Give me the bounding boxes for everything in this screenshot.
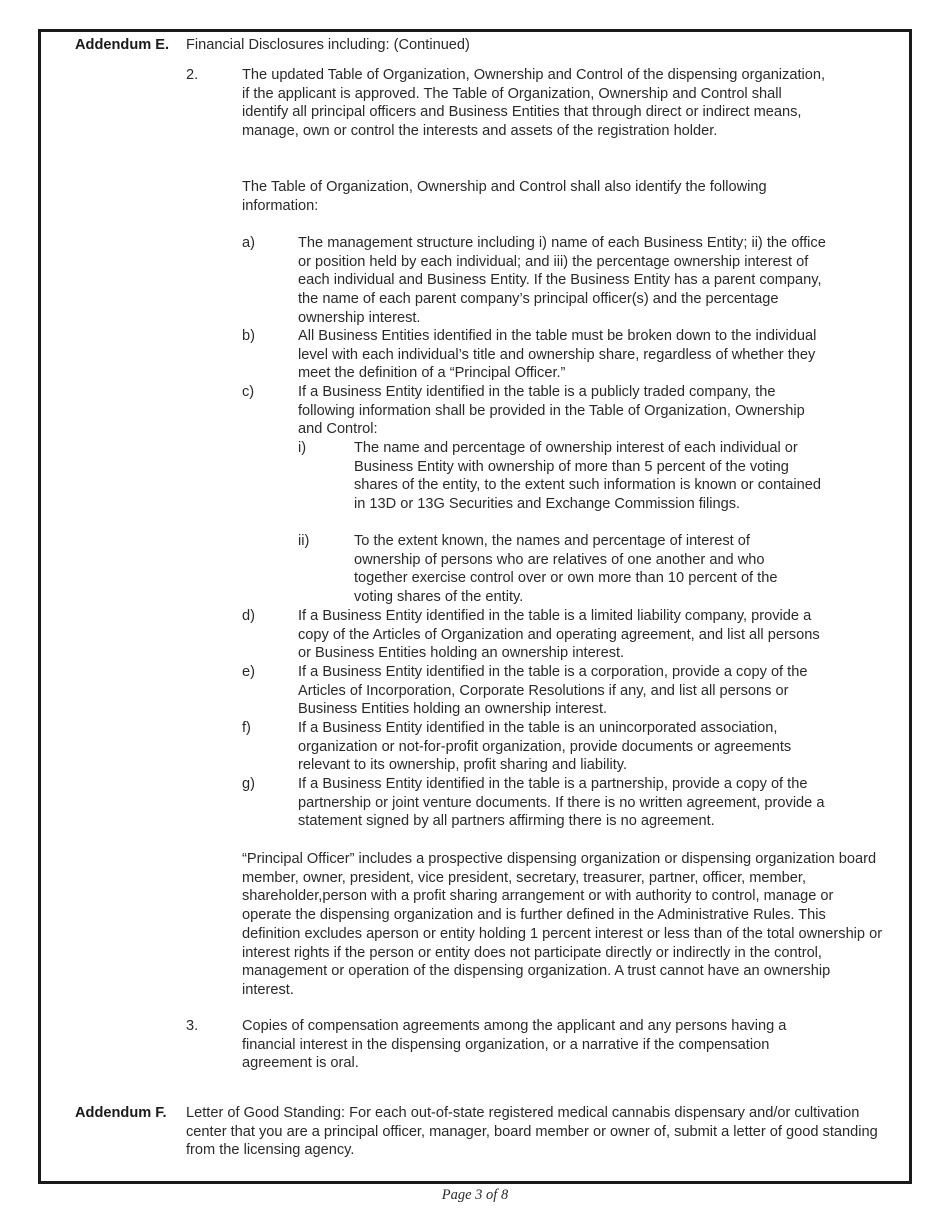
roman-i-text: The name and percentage of ownership interest of each individual or Business Entity with ownership of more than 5 percent of the voting shares of the entity, to the extent such information is known or contained in 13D or 13G Securities and Exchange Commission filings.: [354, 440, 821, 513]
item-3-text: Copies of compensation agreements among the applicant and any persons having a financial interest in the dispensing organization, or a narrative if the compensation agreement is oral.: [242, 1018, 787, 1072]
subitem-a-text: The management structure including i) name of each Business Entity; ii) the office or position held by each individual; and iii) the percentage ownership interest of each individual and Business Entity. If the Business Entity has a parent company, the name of each parent company’s principal officer(s) and the percentage ownership interest.: [298, 235, 826, 326]
subitem-e-text: If a Business Entity identified in the table is a corporation, provide a copy of the Articles of Incorporation, Corporate Resolutions if any, and list all persons or Business Entities holding an ownership interest.: [298, 664, 808, 718]
item-2-number: 2.: [186, 67, 199, 83]
addendum-f-label: Addendum F.: [75, 1105, 167, 1121]
subitem-d-label: d): [242, 608, 255, 624]
subitem-d-text: If a Business Entity identified in the table is a limited liability company, provide a copy of the Articles of Organization and operating agreement, and list all persons or Business Entities holding an ownership interest.: [298, 608, 820, 662]
subitem-e-label: e): [242, 664, 255, 680]
roman-i-label: i): [298, 440, 307, 456]
subitem-a-label: a): [242, 235, 255, 251]
subitem-b-label: b): [242, 328, 255, 344]
addendum-e-title: Financial Disclosures including: (Continued): [186, 37, 470, 53]
roman-ii-label: ii): [298, 533, 310, 549]
subitem-f-text: If a Business Entity identified in the table is an unincorporated association, organization or not-for-profit organization, provide documents or agreements relevant to its ownership, profit sharing and liability.: [298, 720, 792, 774]
subitem-g-label: g): [242, 776, 255, 792]
roman-ii-text: To the extent known, the names and percentage of interest of ownership of persons who are relatives of one another and who together exercise control over or own more than 10 percent of the voting shares of the entity.: [354, 533, 778, 606]
subitem-c-label: c): [242, 384, 255, 400]
subitem-c-text: If a Business Entity identified in the table is a publicly traded company, the following information shall be provided in the Table of Organization, Ownership and Control:: [298, 384, 805, 438]
item-3-number: 3.: [186, 1018, 199, 1034]
item-2-paragraph-1: The updated Table of Organization, Ownership and Control of the dispensing organization, if the applicant is approved. The Table of Organization, Ownership and Control shall identify all principal officers and Business Entities that through direct or indirect means, manage, own or control the interests and assets of the registration holder.: [242, 67, 826, 140]
addendum-f-text: Letter of Good Standing: For each out-of-state registered medical cannabis dispensary and/or cultivation center that you are a principal officer, manager, board member or owner of, submit a letter of good standing from the licensing agency.: [186, 1105, 878, 1159]
subitem-f-label: f): [242, 720, 251, 736]
item-2-paragraph-2: The Table of Organization, Ownership and Control shall also identify the following information:: [242, 179, 767, 214]
subitem-g-text: If a Business Entity identified in the table is a partnership, provide a copy of the partnership or joint venture documents. If there is no written agreement, provide a statement signed by all partners affirming there is no agreement.: [298, 776, 825, 830]
page-number: Page 3 of 8: [441, 1187, 509, 1203]
addendum-e-label: Addendum E.: [75, 37, 170, 53]
principal-officer-definition: “Principal Officer” includes a prospective dispensing organization or dispensing organization board member, owner, president, vice president, secretary, treasurer, partner, officer, member, shareholder,person with a profit sharing arrangement or with authority to control, manage or operate the dispensing organization and is further defined in the Administrative Rules. This definition excludes aperson or entity holding 1 percent interest or less than of the total ownership or interest rights if the person or entity does not participate directly or indirectly in the control, management or operation of the dispensing organization. A trust cannot have an ownership interest.: [242, 851, 883, 998]
subitem-b-text: All Business Entities identified in the table must be broken down to the individual level with each individual’s title and ownership share, regardless of whether they meet the definition of a “Principal Officer.”: [298, 328, 817, 382]
